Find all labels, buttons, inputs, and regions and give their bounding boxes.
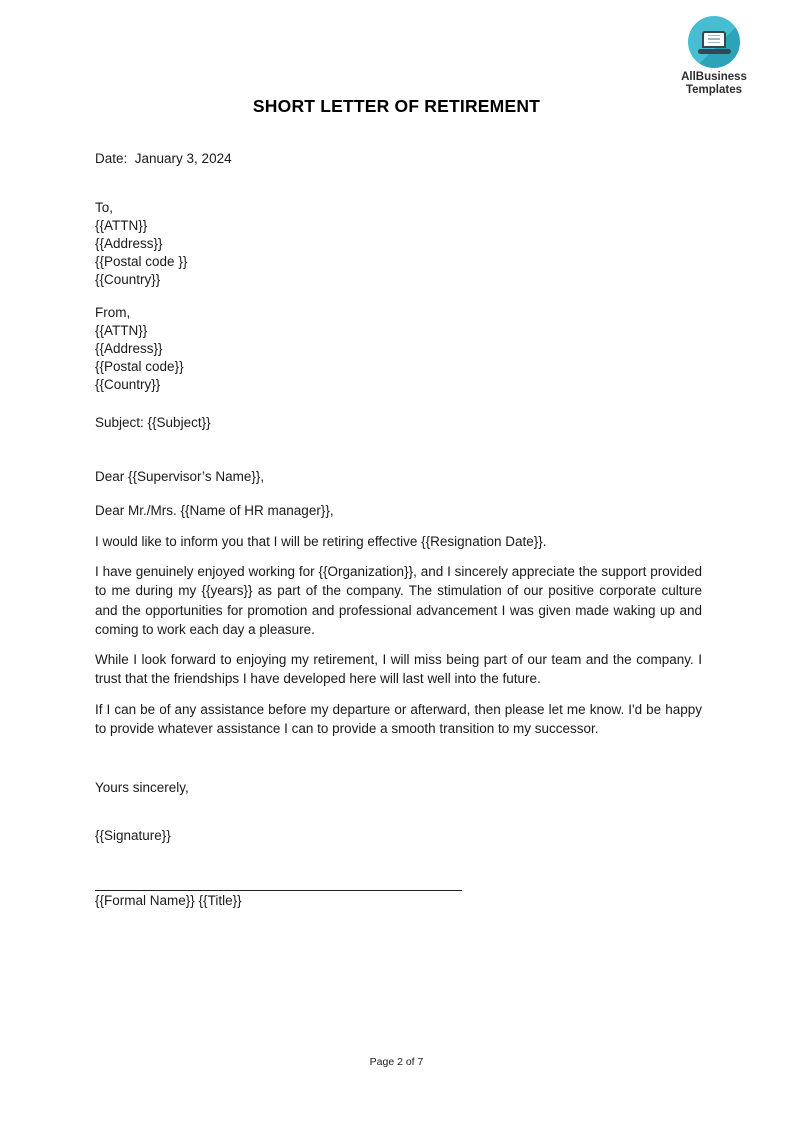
logo-text-line1: AllBusiness <box>681 71 747 83</box>
from-label: From, <box>95 305 131 320</box>
closing-line: Yours sincerely, <box>95 779 189 795</box>
page-title: SHORT LETTER OF RETIREMENT <box>252 96 541 116</box>
to-postal-code-placeholder: {{Postal code }} <box>95 254 188 269</box>
to-label: To, <box>95 200 114 215</box>
from-address-placeholder: {{Address}} <box>95 341 163 356</box>
recipient-address-block <box>95 199 702 289</box>
laptop-base <box>698 49 731 54</box>
body-paragraph-2: I have genuinely enjoyed working for {{Organization}}, and I sincerely appreciate the support provided to me during my {{years}} as part of the company. The stimulation of our positive corporate culture and the opportunities for promotion and professional advancement I was given made waking up and coming to work each day a pleasure. <box>95 563 702 637</box>
allbusiness-logo <box>674 16 754 97</box>
to-attn-placeholder: {{ATTN}} <box>95 218 148 233</box>
salutation-supervisor: Dear {{Supervisor’s Name}}, <box>95 469 265 484</box>
salutation-hr-manager: Dear Mr./Mrs. {{Name of HR manager}}, <box>95 503 334 518</box>
signature-placeholder: {{Signature}} <box>95 827 171 843</box>
from-country-placeholder: {{Country}} <box>95 377 161 392</box>
date-line: Date: January 3, 2024 <box>95 151 232 166</box>
to-address-placeholder: {{Address}} <box>95 236 163 251</box>
to-country-placeholder: {{Country}} <box>95 272 161 287</box>
from-postal-code-placeholder: {{Postal code}} <box>95 359 184 374</box>
subject-line: Subject: {{Subject}} <box>95 415 211 430</box>
logo-circle <box>688 16 740 68</box>
logo-text <box>674 71 754 97</box>
body-paragraph-1: I would like to inform you that I will be retiring effective {{Resignation Date}}. <box>95 534 547 549</box>
laptop-screen <box>702 31 726 48</box>
page-number: Page 2 of 7 <box>369 1056 424 1068</box>
laptop-icon <box>698 31 731 54</box>
letter-body <box>95 150 702 910</box>
from-attn-placeholder: {{ATTN}} <box>95 323 148 338</box>
sender-address-block <box>95 304 702 394</box>
body-paragraph-3: While I look forward to enjoying my retirement, I will miss being part of our team and the company. I trust that the friendships I have developed here will last well into the future. <box>95 651 702 686</box>
body-paragraph-4: If I can be of any assistance before my departure or afterward, then please let me know. I'd be happy to provide whatever assistance I can to provide a smooth transition to my successor. <box>95 701 702 736</box>
signature-rule <box>95 890 462 891</box>
signature-name-line: {{Formal Name}} {{Title}} <box>95 892 242 908</box>
logo-text-line2: Templates <box>685 84 743 96</box>
